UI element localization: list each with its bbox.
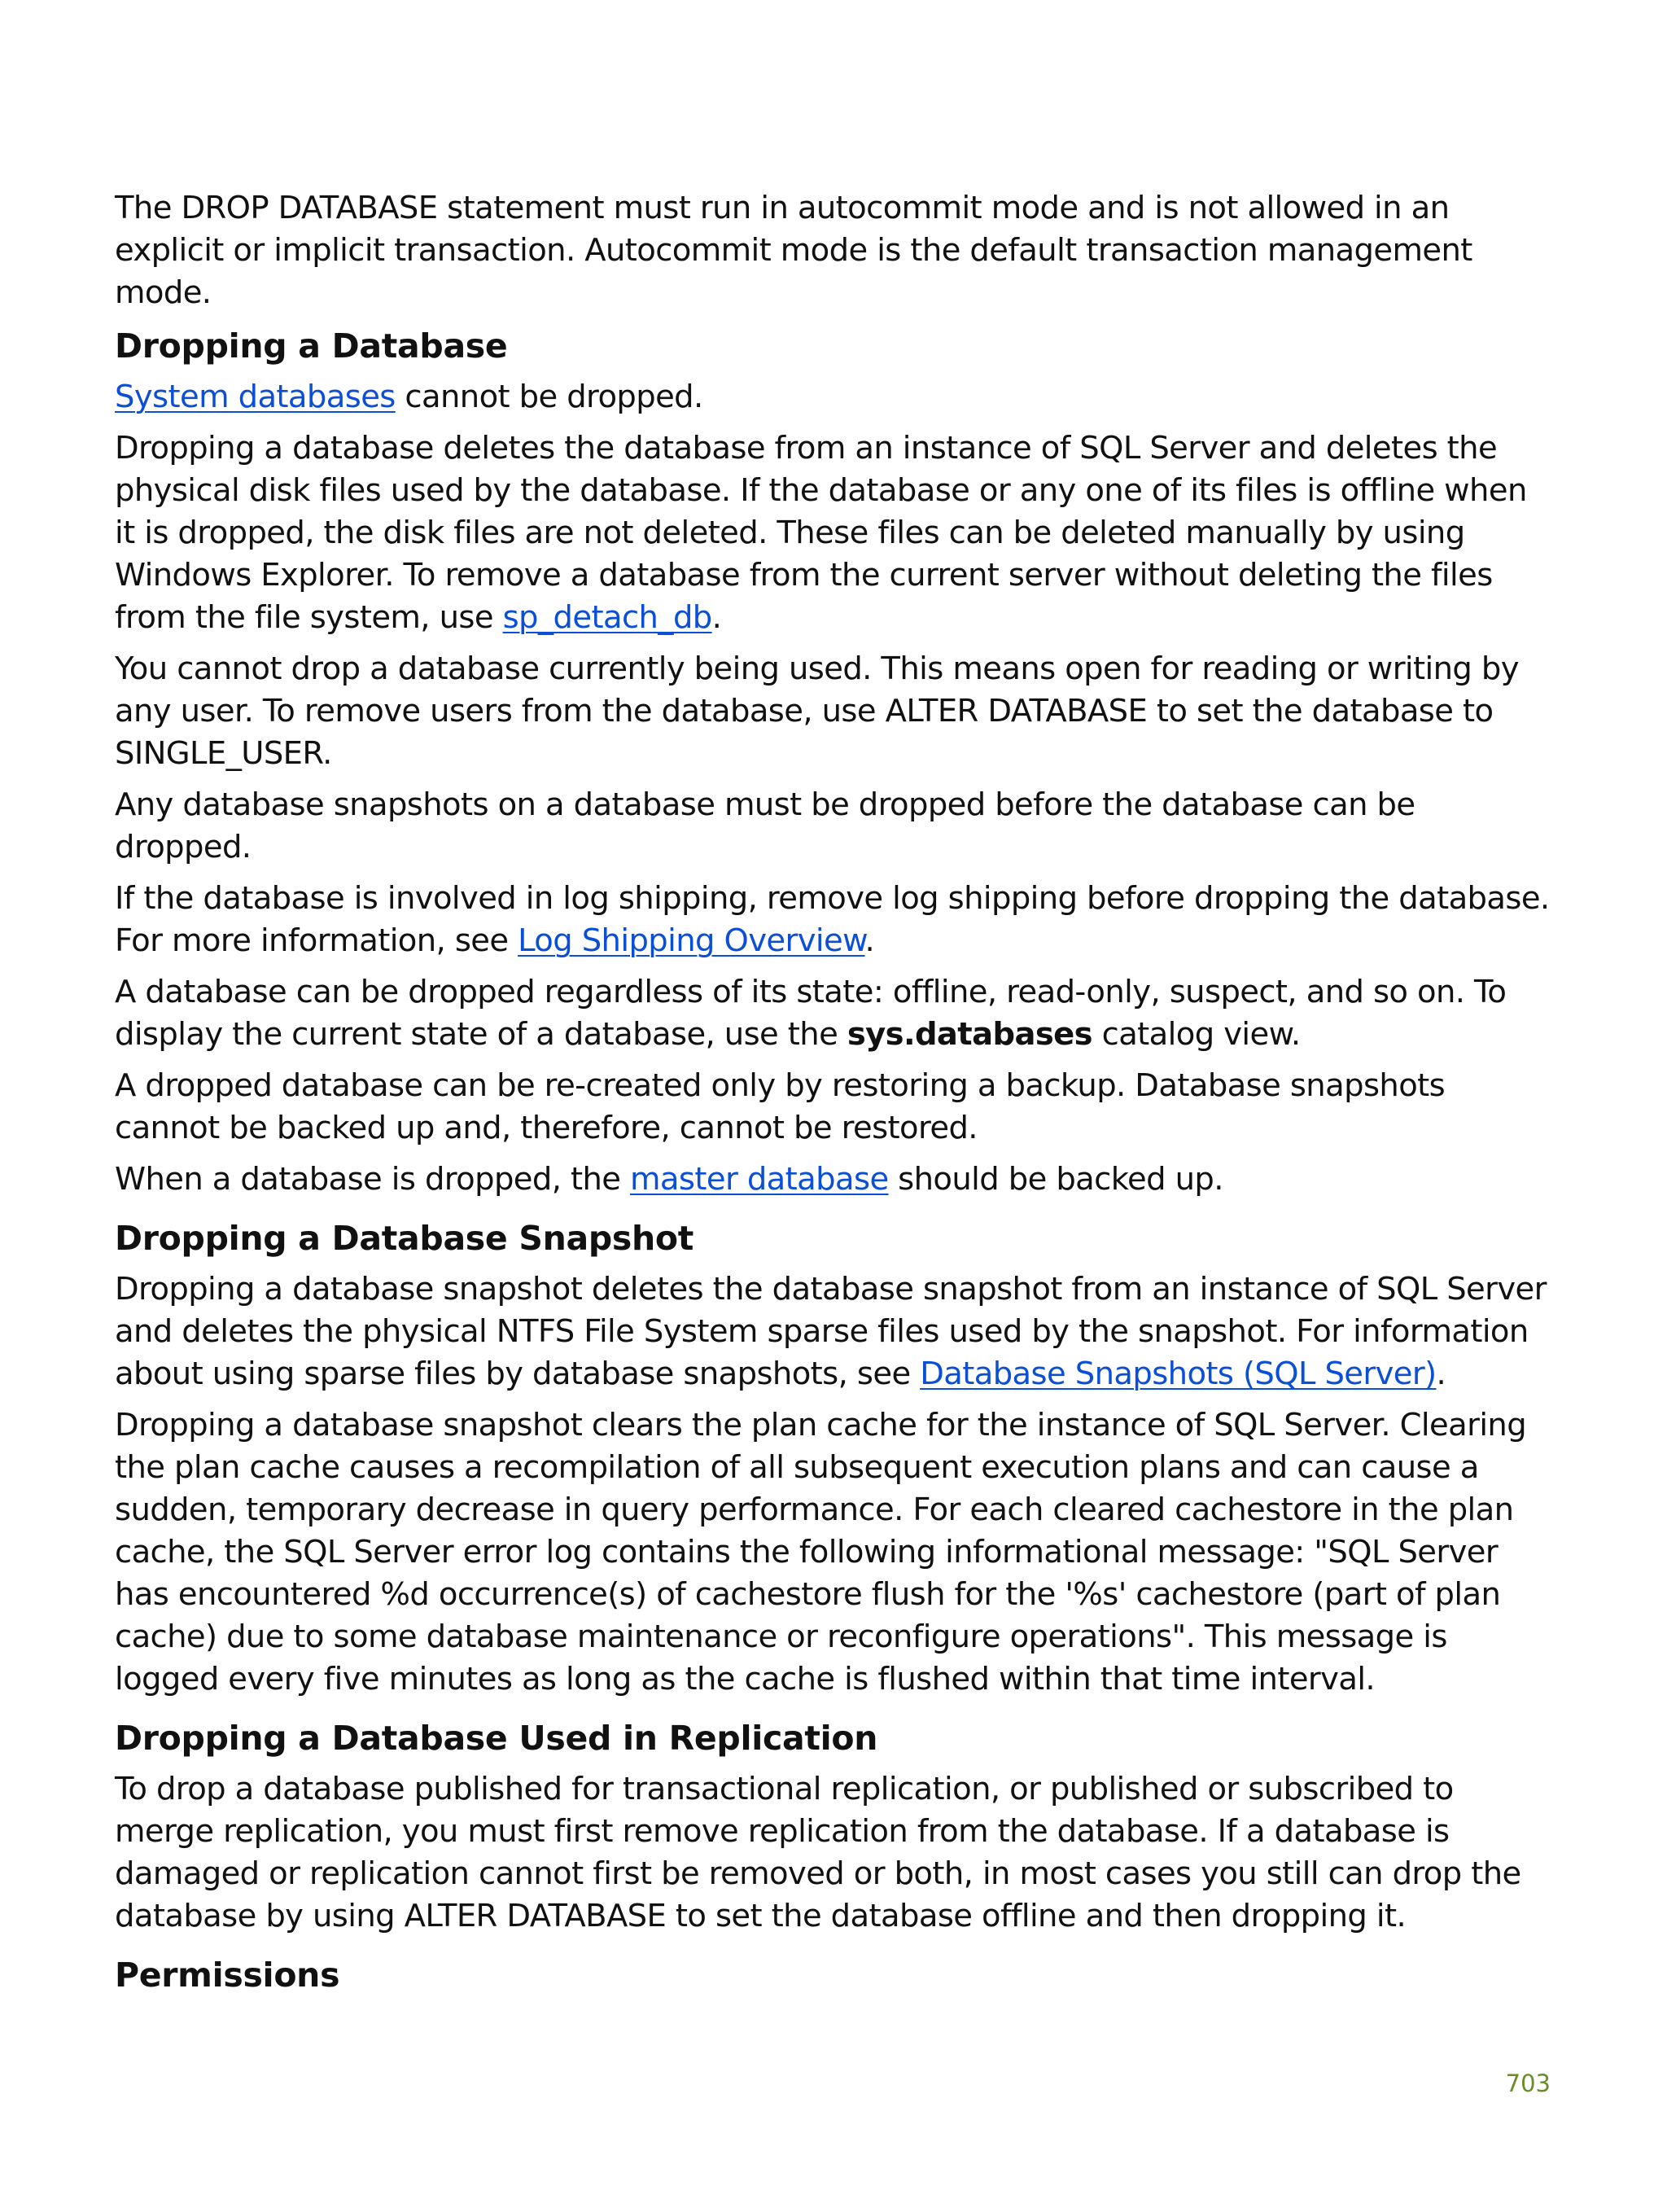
page-number: 703 <box>1505 2070 1551 2097</box>
snapshots-paragraph: Any database snapshots on a database must be dropped before the database can be dropped. <box>115 786 1415 865</box>
replication-paragraph: To drop a database published for transactional replication, or published or subscribed to merge replication, you must first remove replication from the database. If a database is damaged or replication cannot first be removed or both, in most cases you still can drop the database by using ALTER DATABASE to set the database offline and then dropping it. <box>115 1771 1521 1934</box>
paragraph-text: Dropping a database snapshot deletes the database snapshot from an instance of SQL Server and deletes the physical NTFS File System sparse files used by the snapshot. For information about using sparse files by database snapshots, see <box>115 1271 1547 1392</box>
system-databases-link[interactable]: System databases <box>115 379 396 415</box>
delete-files-paragraph <box>115 427 1555 639</box>
heading-dropping-a-database-used-in-replication: Dropping a Database Used in Replication <box>115 1719 878 1758</box>
document-page <box>115 187 1555 2005</box>
plan-cache-paragraph: Dropping a database snapshot clears the plan cache for the instance of SQL Server. Clearing the plan cache causes a recompilation of all subsequent execution plans and can cause a sudden, temporary decrease in query performance. For each cleared cachestore in the plan cache, the SQL Server error log contains the following informational message: "SQL Server has encountered %d occurrence(s) of cachestore flush for the '%s' cachestore (part of plan cache) due to some database maintenance or reconfigure operations". This message is logged every five minutes as long as the cache is flushed within that time interval. <box>115 1407 1527 1697</box>
restore-backup-paragraph: A dropped database can be re-created only by restoring a backup. Database snapshots cannot be backed up and, therefore, cannot be restored. <box>115 1067 1446 1146</box>
intro-paragraph: The DROP DATABASE statement must run in autocommit mode and is not allowed in an explicit or implicit transaction. Autocommit mode is the default transaction management mode. <box>115 190 1472 311</box>
paragraph-text: When a database is dropped, the <box>115 1161 631 1198</box>
log-shipping-overview-link[interactable]: Log Shipping Overview <box>518 922 865 959</box>
paragraph-text: If the database is involved in log shipping, remove log shipping before dropping the database. For more information, see <box>115 880 1550 959</box>
paragraph-text: Dropping a database deletes the database from an instance of SQL Server and deletes the physical disk files used by the database. If the database or any one of its files is offline when it is dropped, the disk files are not deleted. These files can be deleted manually by using Windows Explorer. To remove a database from the current server without deleting the files from the file system, use <box>115 430 1527 636</box>
currently-used-paragraph: You cannot drop a database currently being used. This means open for reading or writing by any user. To remove users from the database, use ALTER DATABASE to set the database to SINGLE_USER. <box>115 650 1519 772</box>
state-paragraph <box>115 971 1555 1056</box>
sp-detach-db-link[interactable]: sp_detach_db <box>502 599 712 636</box>
system-databases-paragraph <box>115 376 1555 418</box>
heading-permissions: Permissions <box>115 1956 340 1995</box>
paragraph-text: cannot be dropped. <box>395 379 703 415</box>
heading-dropping-a-database: Dropping a Database <box>115 326 508 366</box>
paragraph-text: . <box>1436 1356 1446 1392</box>
paragraph-text: should be backed up. <box>888 1161 1223 1198</box>
paragraph-text: . <box>711 599 722 636</box>
master-database-link[interactable]: master database <box>630 1161 889 1198</box>
snapshot-delete-paragraph <box>115 1268 1555 1395</box>
paragraph-text: catalog view. <box>1092 1016 1301 1053</box>
master-backup-paragraph <box>115 1159 1555 1201</box>
heading-dropping-a-database-snapshot: Dropping a Database Snapshot <box>115 1219 694 1258</box>
log-shipping-paragraph <box>115 878 1555 962</box>
sys-databases-term: sys.databases <box>847 1016 1092 1053</box>
paragraph-text: A database can be dropped regardless of its state: offline, read-only, suspect, and so on. To display the current state of a database, use the <box>115 974 1507 1053</box>
database-snapshots-link[interactable]: Database Snapshots (SQL Server) <box>920 1356 1437 1392</box>
paragraph-text: . <box>864 922 875 959</box>
